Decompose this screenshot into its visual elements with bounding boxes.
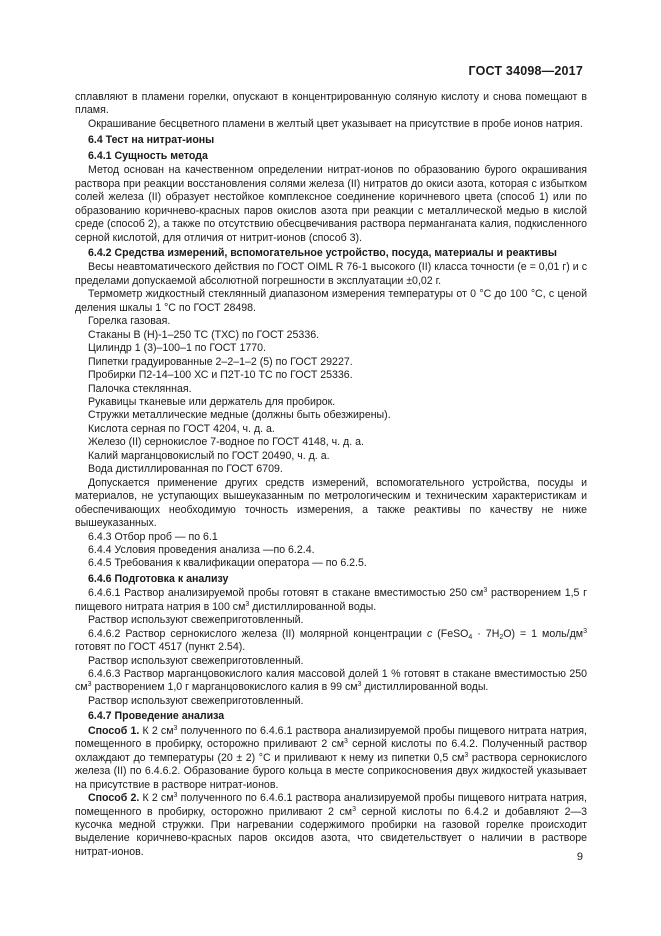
document-code-header: ГОСТ 34098—2017: [468, 64, 583, 78]
list-item: Пипетки градуированные 2–2–1–2 (5) по ГОСТ 29227.: [88, 355, 353, 368]
fresh-note: Раствор используют свежеприготовленный.: [88, 654, 304, 667]
list-item: Палочка стеклянная.: [88, 382, 192, 395]
section-6-4-4-ref: 6.4.4 Условия проведения анализа —по 6.2.4.: [88, 543, 315, 556]
document-body: [75, 91, 587, 859]
section-6-4-7-title: 6.4.7 Проведение анализа: [88, 710, 225, 723]
method-1-paragraph: Способ 1. К 2 $см^3$ полученного по 6.4.6.1 раствора анализируемой пробы пищевого нитрата натрия, помещенного в пробирку, осторожно приливают 2 $см^3$ серной кислоты по 6.4.2. Полученный раствор охлаждают до температуры (20 ± 2) °С и приливают к нему из пипетки 0,5 $см^3$ раствора сернокислого железа (II) по 6.4.6.2. Образование бурого кольца в месте соприкосновения двух жидкостей указывает на присутствие в растворе нитрат-ионов.: [75, 724, 587, 791]
paragraph-6-4-6-2: 6.4.6.2 Раствор сернокислого железа (II) молярной концентрации c (FeSO$_4$ · $7H_2O) = 1$ моль/$дм^3$ готовят по ГОСТ 4517 (пункт 2.54).: [75, 627, 587, 654]
list-item: Цилиндр 1 (3)–100–1 по ГОСТ 1770.: [88, 342, 266, 355]
fresh-note: Раствор используют свежеприготовленный.: [88, 614, 304, 627]
page-number: 9: [576, 851, 583, 863]
scales-paragraph: Весы неавтоматического действия по ГОСТ OIML R 76-1 высокого (II) класса точности (e = 0,01 г) и с пределами допускаемой абсолютной погрешности в эксплуатации ±0,02 г.: [75, 261, 587, 287]
list-item: Кислота серная по ГОСТ 4204, ч. д. а.: [88, 422, 275, 435]
thermometer-paragraph: Термометр жидкостный стеклянный диапазоном измерения температуры от 0 °С до 100 °С, с ценой деления шкалы 1 °С по ГОСТ 28498.: [75, 288, 587, 314]
list-item: Вода дистиллированная по ГОСТ 6709.: [88, 463, 283, 476]
paragraph-6-4-6-3: 6.4.6.3 Раствор марганцовокислого калия массовой долей 1 % готовят в стакане вместимостью 250 $см^3$ растворением 1,0 г марганцовокислого калия в 99 $см^3$ дистиллированной воды.: [75, 668, 587, 694]
method-2-label: Способ 2.: [88, 792, 140, 805]
paragraph-6-4-6-1: 6.4.6.1 Раствор анализируемой пробы готовят в стакане вместимостью 250 $см^3$ растворением 1,5 г пищевого нитрата натрия в 100 $см^3$ дистиллированной воды.: [75, 587, 588, 613]
equipment-list: [75, 315, 587, 476]
list-item: Калий марганцовокислый по ГОСТ 20490, ч. д. а.: [88, 449, 330, 462]
method-1-label: Способ 1.: [88, 724, 140, 737]
section-6-4-1-title: 6.4.1 Сущность метода: [88, 149, 208, 162]
intro-paragraph-1: сплавляют в пламени горелки, опускают в концентрированную соляную кислоту и снова помещают в пламя.: [75, 91, 587, 117]
section-6-4-title: 6.4 Тест на нитрат-ионы: [88, 134, 215, 147]
list-item: Стаканы В (Н)-1–250 ТС (ТХС) по ГОСТ 25336.: [88, 328, 320, 341]
section-6-4-2-title: 6.4.2 Средства измерений, вспомогательное устройство, посуда, материалы и реактивы: [88, 246, 557, 259]
list-item: Железо (II) сернокислое 7-водное по ГОСТ 4148, ч. д. а.: [88, 436, 364, 449]
list-item: Стружки металлические медные (должны быть обезжирены).: [88, 409, 391, 422]
list-item: Пробирки П2-14–100 ХС и П2Т-10 ТС по ГОСТ 25336.: [88, 369, 353, 382]
list-item: Горелка газовая.: [88, 315, 171, 328]
section-6-4-3-ref: 6.4.3 Отбор проб — по 6.1: [88, 530, 218, 543]
list-item: Рукавицы тканевые или держатель для пробирок.: [88, 395, 336, 408]
fresh-note: Раствор используют свежеприготовленный.: [88, 694, 304, 707]
section-6-4-1-text: Метод основан на качественном определении нитрат-ионов по образованию бурого окрашивания раствора при реакции восстановления солями железа (II) нитратов до окиси азота, которая с избытком солей железа (II) образует нестойкое комплексное соединение коричневого цвета (способ 1) или по образованию коричнево-красных паров окислов азота при реакции с металлической медью в кислой среде (способ 2), а также по отсутствию обесцвечивания раствора перманганата калия, подкисленного серной кислотой, для отличия от нитрит-ионов (способ 3).: [75, 164, 587, 244]
section-6-4-6-title: 6.4.6 Подготовка к анализу: [88, 572, 229, 585]
allowed-substitutes-paragraph: Допускается применение других средств измерений, вспомогательного устройства, посуды и материалов, не уступающих вышеуказанным по метрологическим и техническим характеристикам и обеспечивающих необходимую точность измерения, а также реактивы по качеству не ниже вышеуказанных.: [75, 476, 587, 530]
intro-paragraph-2: Окрашивание бесцветного пламени в желтый цвет указывает на присутствие в пробе ионов натрия.: [88, 117, 583, 130]
method-2-paragraph: Способ 2. К 2 $см^3$ полученного по 6.4.6.1 раствора анализируемой пробы пищевого нитрата натрия, помещенного в пробирку, осторожно приливают 2 $см^3$ серной кислоты по 6.4.2 и добавляют 2—3 кусочка медной стружки. При нагревании содержимого пробирки на газовой горелке происходит выделение коричнево-красных паров оксидов азота, что свидетельствует о наличии в растворе нитрат-ионов.: [75, 792, 587, 858]
section-6-4-5-ref: 6.4.5 Требования к квалификации оператора — по 6.2.5.: [88, 557, 367, 570]
